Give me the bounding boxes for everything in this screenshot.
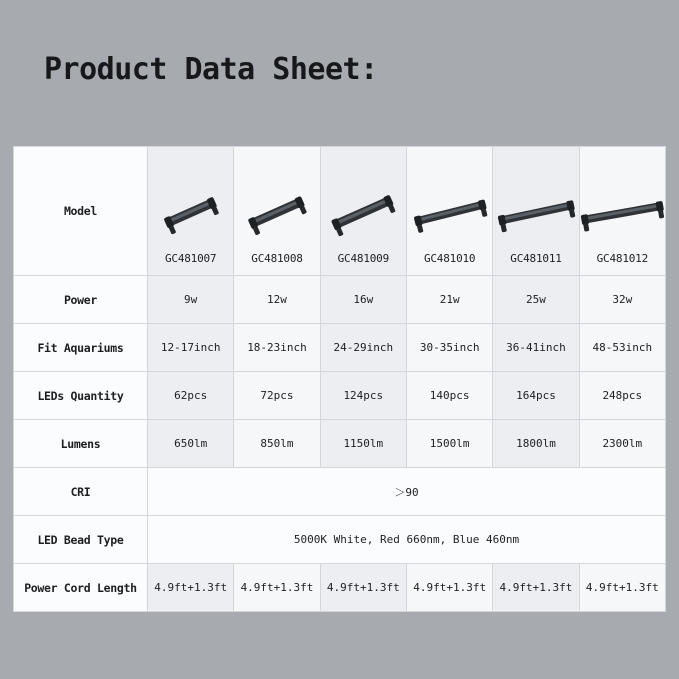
power-cell-3: 16w xyxy=(320,276,406,324)
lumens-cell-4: 1500lm xyxy=(406,420,492,468)
row-label-cri: CRI xyxy=(14,468,148,516)
model-name: GC481008 xyxy=(251,252,303,265)
model-name: GC481010 xyxy=(423,252,476,265)
model-name: GC481012 xyxy=(596,252,649,265)
table-row-led-bead-type xyxy=(14,516,666,564)
fit-cell-1: 12-17inch xyxy=(148,324,234,372)
model-cell-6 xyxy=(579,147,665,276)
model-cell-3 xyxy=(320,147,406,276)
led-bead-type-value: 5000K White, Red 660nm, Blue 460nm xyxy=(148,516,666,564)
aquarium-light-bar-icon xyxy=(234,184,320,244)
fit-cell-5: 36-41inch xyxy=(493,324,579,372)
cord-cell-6: 4.9ft+1.3ft xyxy=(579,564,665,612)
table-row-cri xyxy=(14,468,666,516)
lumens-cell-5: 1800lm xyxy=(493,420,579,468)
row-label-power: Power xyxy=(14,276,148,324)
fit-cell-3: 24-29inch xyxy=(320,324,406,372)
power-cell-5: 25w xyxy=(493,276,579,324)
leds-cell-3: 124pcs xyxy=(320,372,406,420)
power-cell-1: 9w xyxy=(148,276,234,324)
row-label-fit-aquariums: Fit Aquariums xyxy=(14,324,148,372)
lumens-cell-1: 650lm xyxy=(148,420,234,468)
power-cell-6: 32w xyxy=(579,276,665,324)
table-row-power xyxy=(14,276,666,324)
aquarium-light-bar-icon xyxy=(407,184,493,244)
fit-cell-6: 48-53inch xyxy=(579,324,665,372)
row-label-lumens: Lumens xyxy=(14,420,148,468)
model-cell-4 xyxy=(406,147,492,276)
table-row-power-cord-length xyxy=(14,564,666,612)
model-name: GC481011 xyxy=(510,252,562,265)
table-row-fit-aquariums xyxy=(14,324,666,372)
row-label-led-bead-type: LED Bead Type xyxy=(14,516,148,564)
cord-cell-2: 4.9ft+1.3ft xyxy=(234,564,320,612)
fit-cell-4: 30-35inch xyxy=(406,324,492,372)
aquarium-light-bar-icon xyxy=(148,184,234,244)
model-cell-2 xyxy=(234,147,320,276)
leds-cell-5: 164pcs xyxy=(493,372,579,420)
row-label-model: Model xyxy=(14,147,148,276)
table-row-leds-quantity xyxy=(14,372,666,420)
aquarium-light-bar-icon xyxy=(320,184,406,244)
cri-value: ＞90 xyxy=(148,468,666,516)
lumens-cell-6: 2300lm xyxy=(579,420,665,468)
page-title: Product Data Sheet: xyxy=(44,52,378,87)
leds-cell-1: 62pcs xyxy=(148,372,234,420)
power-cell-4: 21w xyxy=(406,276,492,324)
leds-cell-6: 248pcs xyxy=(579,372,665,420)
lumens-cell-2: 850lm xyxy=(234,420,320,468)
lumens-cell-3: 1150lm xyxy=(320,420,406,468)
row-label-power-cord-length: Power Cord Length xyxy=(14,564,148,612)
aquarium-light-bar-icon xyxy=(579,184,665,244)
model-cell-5 xyxy=(493,147,579,276)
spec-table xyxy=(13,146,666,612)
power-cell-2: 12w xyxy=(234,276,320,324)
leds-cell-2: 72pcs xyxy=(234,372,320,420)
aquarium-light-bar-icon xyxy=(493,184,579,244)
cord-cell-1: 4.9ft+1.3ft xyxy=(148,564,234,612)
cord-cell-4: 4.9ft+1.3ft xyxy=(406,564,492,612)
table-row-model xyxy=(14,147,666,276)
cord-cell-5: 4.9ft+1.3ft xyxy=(493,564,579,612)
spec-table-container xyxy=(13,146,666,612)
leds-cell-4: 140pcs xyxy=(406,372,492,420)
model-name: GC481009 xyxy=(337,252,390,265)
model-name: GC481007 xyxy=(164,252,217,265)
row-label-leds-quantity: LEDs Quantity xyxy=(14,372,148,420)
table-row-lumens xyxy=(14,420,666,468)
fit-cell-2: 18-23inch xyxy=(234,324,320,372)
cord-cell-3: 4.9ft+1.3ft xyxy=(320,564,406,612)
model-cell-1 xyxy=(148,147,234,276)
